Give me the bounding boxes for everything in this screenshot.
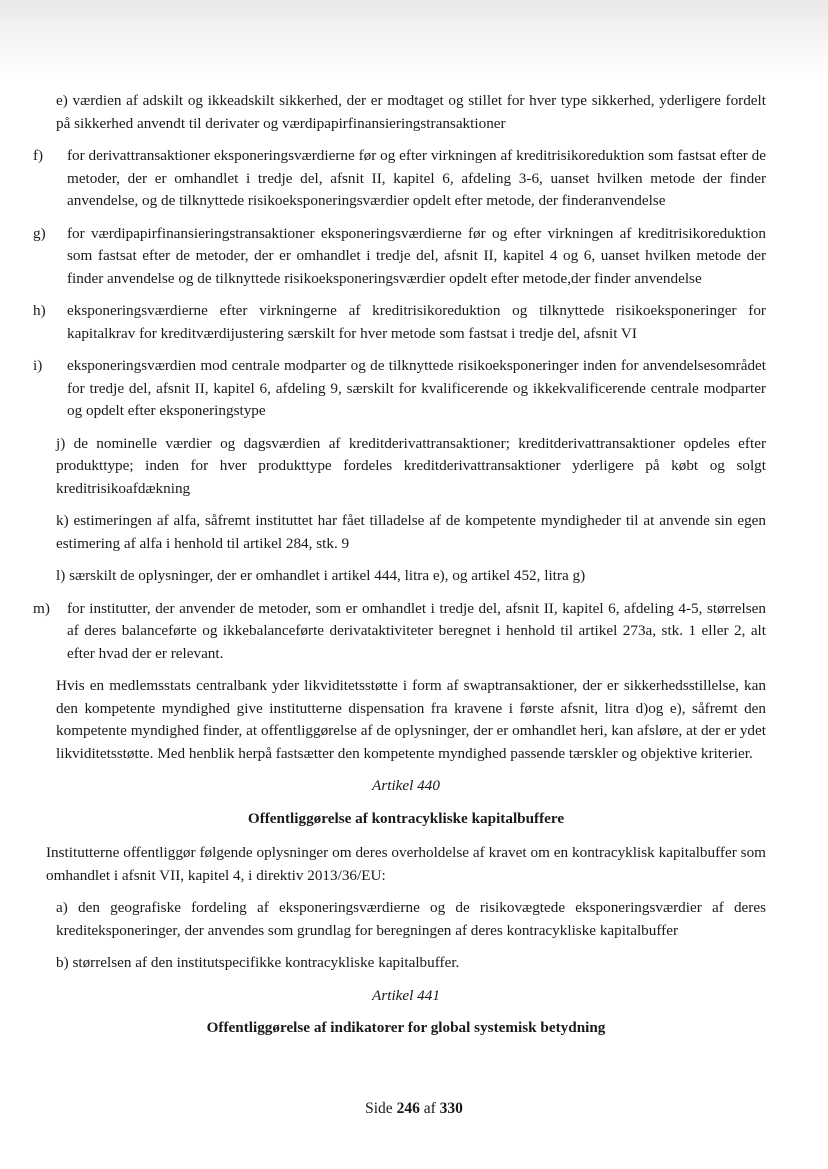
list-item-h [33, 300, 766, 345]
list-item-label: h) [33, 302, 46, 319]
paragraph-text: Institutterne offentliggør følgende oplysninger om deres overholdelse af kravet om en kontracyklisk kapitalbuffer som omhandlet i afsnit VII, kapitel 4, i direktiv 2013/36/EU: [46, 844, 766, 884]
list-item-label: i) [33, 357, 43, 374]
list-item-label: m) [33, 599, 50, 617]
footer-total-pages: 330 [439, 1100, 463, 1117]
footer-page-number: 246 [396, 1100, 420, 1117]
list-item-text: b) størrelsen af den institutspecifikke kontracykliske kapitalbuffer. [56, 954, 460, 971]
article-441-heading: Offentliggørelse af indikatorer for global systemisk betydning [206, 1019, 606, 1036]
footer-prefix: Side [365, 1100, 393, 1117]
page-footer [0, 1100, 828, 1118]
page-content [33, 90, 766, 1052]
list-item-k [56, 510, 766, 555]
article-440-item-b [56, 952, 766, 975]
list-item-text: e) værdien af adskilt og ikkeadskilt sikkerhed, der er modtaget og stillet for hver type sikkerhed, yderligere fordelt på sikkerhed anvendt til derivater og værdipapirfinansieringstransaktioner [56, 92, 766, 132]
paragraph-text: Hvis en medlemsstats centralbank yder likviditetsstøtte i form af swaptransaktioner, der er sikkerhedsstillelse, kan den kompetente myndighed give institutterne dispensation fra kravene i første afsnit, litra d)og e), såfremt den kompetente myndighed finder, at offentliggørelse af de oplysninger, der er omhandlet heri, kan afsløre, at der er ydet likviditetsstøtte. Med henblik herpå fastsætter den kompetente myndighed passende tærskler og objektive kriterier. [56, 677, 766, 762]
list-item-text: eksponeringsværdierne efter virkningerne af kreditrisikoreduktion og tilknyttede risikoeksponeringer for kapitalkrav for kreditværdijustering særskilt for hver metode som fastsat i tredje del, afsnit VI [67, 302, 766, 342]
list-item-text: l) særskilt de oplysninger, der er omhandlet i artikel 444, litra e), og artikel 452, litra g) [56, 567, 586, 584]
list-item-j [56, 433, 766, 501]
list-item-text: for derivattransaktioner eksponeringsværdierne før og efter virkningen af kreditrisikoreduktion som fastsat efter de metoder, der er omhandlet i tredje del, afsnit II, kapitel 6, afdeling 3-6, uanset hvilken metode der finder anvendelse, og de tilknyttede risikoeksponeringsværdier opdelt efter metode, der finderanvendelse [67, 147, 766, 209]
list-item-i [33, 355, 766, 423]
list-item-f [33, 145, 766, 213]
article-440-intro [46, 842, 766, 887]
footer-middle: af [423, 1100, 436, 1117]
article-440-number: Artikel 440 [372, 777, 440, 794]
list-item-text: for værdipapirfinansieringstransaktioner eksponeringsværdierne før og efter virkningen af kreditrisikoreduktion som fastsat efter de metoder, der er omhandlet i tredje del, afsnit II, kapitel 4 og 6, uanset hvilken metode der finder anvendelse og de tilknyttede risikoeksponeringsværdier opdelt efter metode,der finder anvendelse [67, 224, 766, 287]
list-item-text: eksponeringsværdien mod centrale modparter og de tilknyttede risikoeksponeringer inden for anvendelsesområdet for tredje del, afsnit II, kapitel 6, afdeling 9, særskilt for kvalificerende og ikkekvalificerende centrale modparter og opdelt efter eksponeringstype [67, 357, 766, 419]
list-item-l [56, 565, 766, 588]
list-item-text: a) den geografiske fordeling af eksponeringsværdierne og de risikovægtede eksponeringsværdier af deres krediteksponeringer, der anvendes som grundlag for beregningen af deres kontracykliske kapitalbuffer [56, 899, 766, 939]
list-item-g [33, 223, 766, 291]
closing-paragraph [56, 675, 766, 765]
list-item-label: f) [33, 147, 44, 164]
article-440-item-a [56, 897, 766, 942]
scan-shadow [0, 0, 828, 78]
list-item-m [33, 598, 766, 666]
list-item-text: for institutter, der anvender de metoder, som er omhandlet i tredje del, afsnit II, kapitel 6, afdeling 4-5, størrelsen af deres balanceførte og ikkebalanceførte derivataktiviteter beregnet i henhold til artikel 273a, stk. 1 eller 2, alt efter hvad der er relevant. [67, 599, 766, 662]
article-440-heading: Offentliggørelse af kontracykliske kapitalbuffere [247, 809, 565, 827]
article-441-number: Artikel 441 [372, 986, 440, 1004]
list-item-label: g) [33, 224, 46, 242]
list-item-text: j) de nominelle værdier og dagsværdien af kreditderivattransaktioner; kreditderivattransaktioner opdeles efter produkttype; inden for hver produkttype fordeles kreditderivattransaktioner yderligere på købt og solgt kreditrisikoafdækning [56, 434, 766, 497]
list-item-e [56, 90, 766, 135]
list-item-text: k) estimeringen af alfa, såfremt instituttet har fået tilladelse af de kompetente myndigheder til at anvende sin egen estimering af alfa i henhold til artikel 284, stk. 9 [56, 512, 766, 552]
